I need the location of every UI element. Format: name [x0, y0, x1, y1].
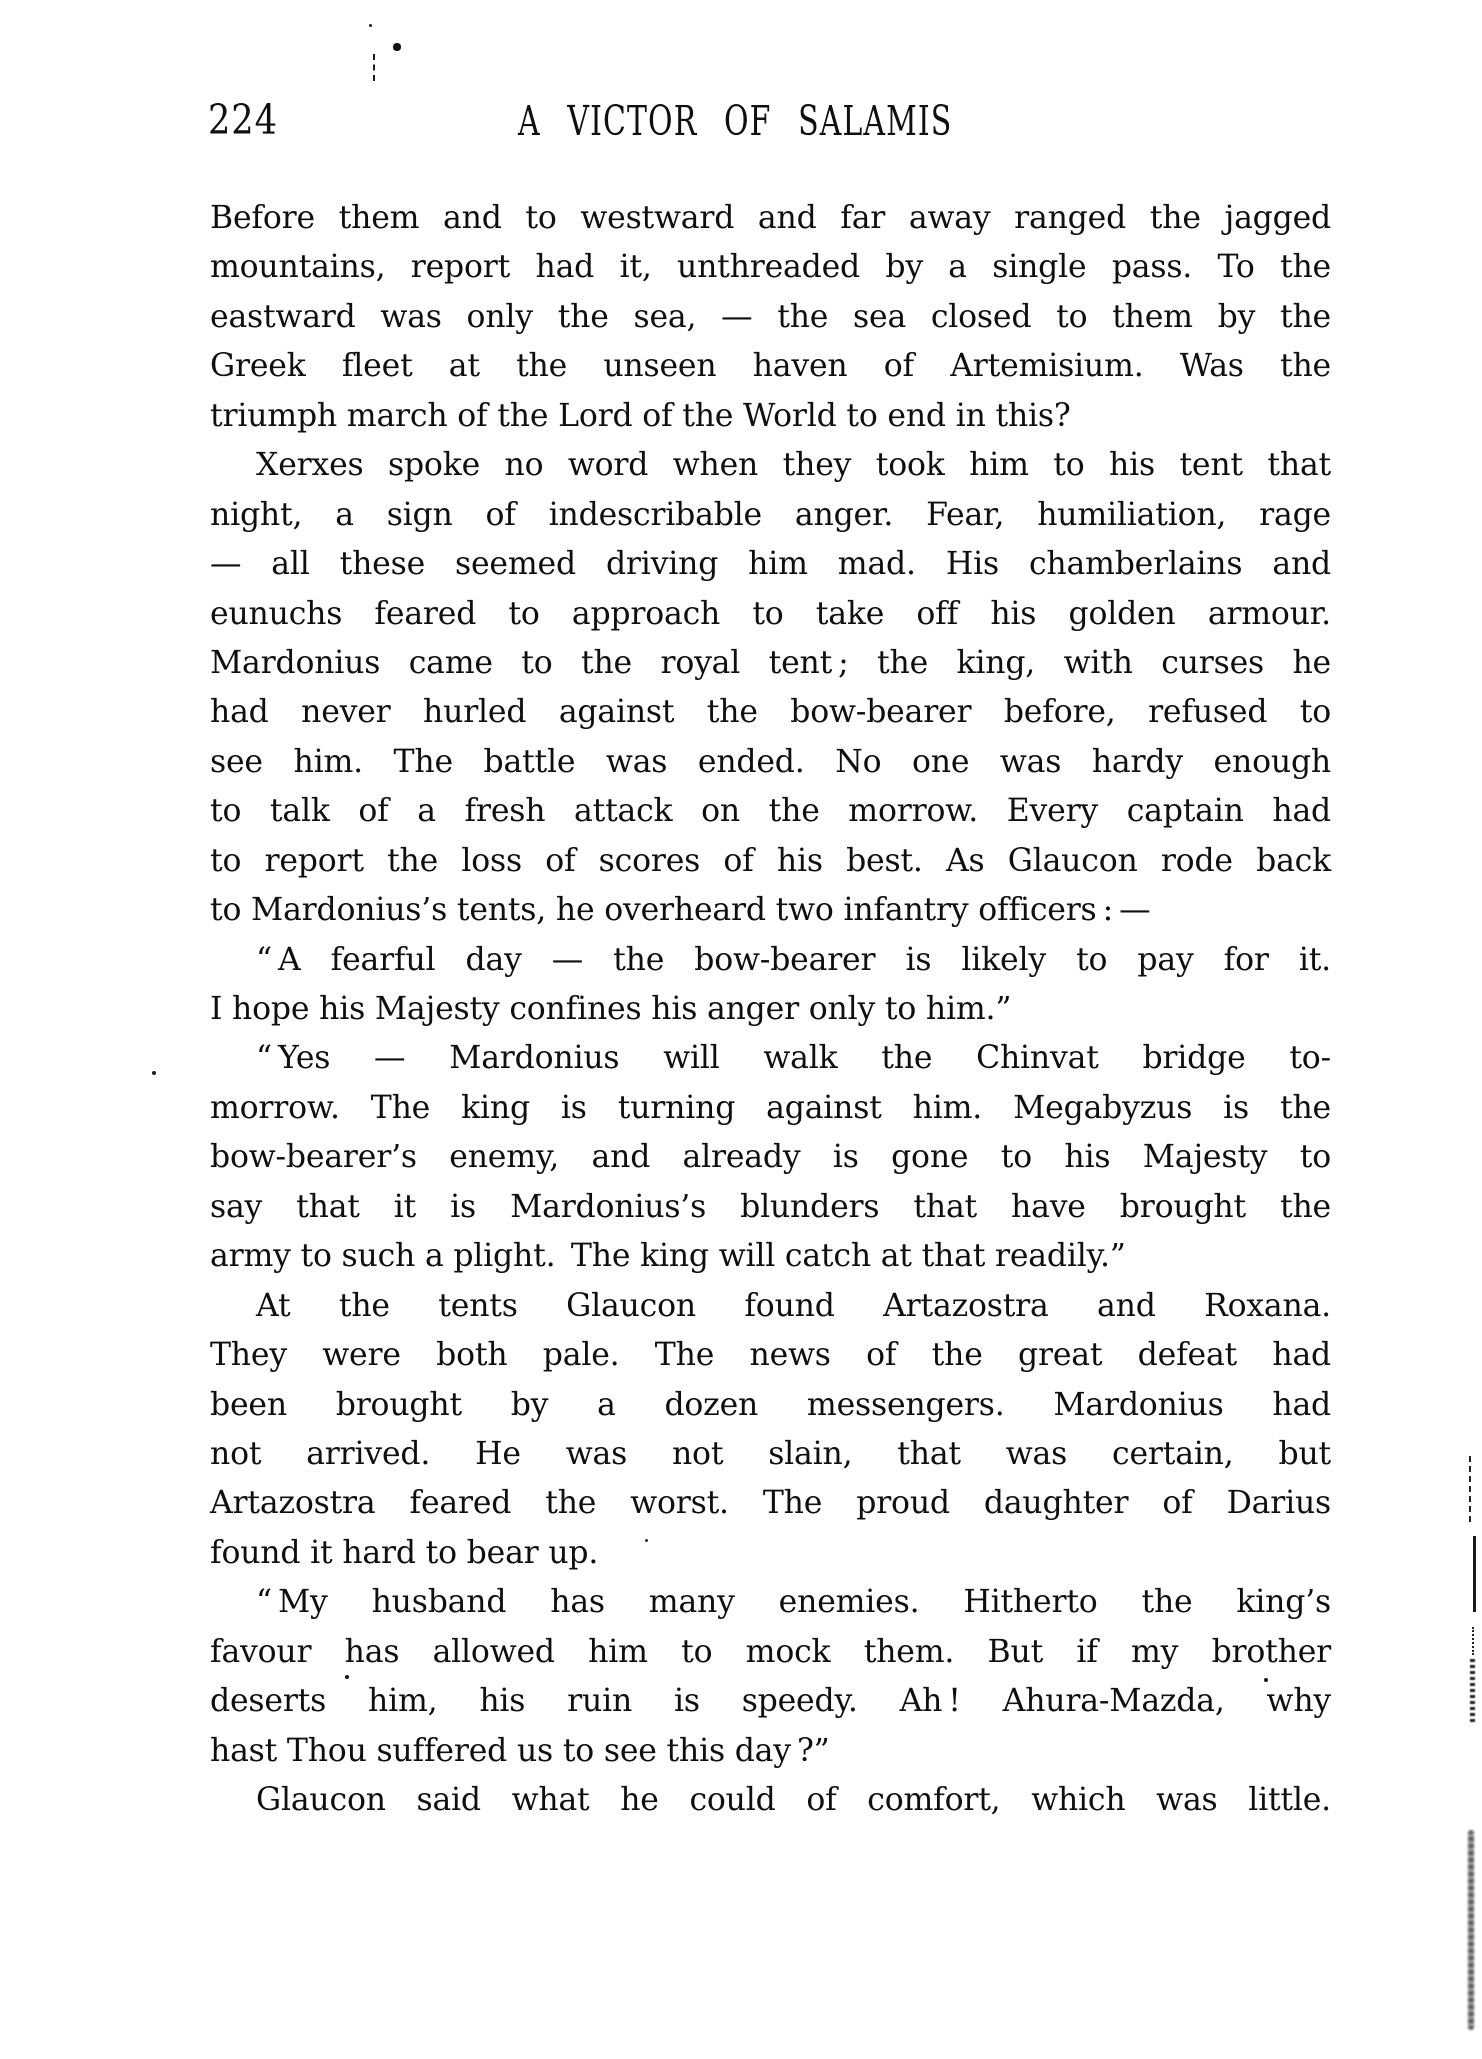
- text-line: “ My husband has many enemies. Hitherto the king’s: [256, 1584, 1331, 1621]
- text-line: eunuchs feared to approach to take off his golden armour.: [210, 595, 1331, 632]
- text-line: favour has allowed him to mock them. But if my brother: [210, 1633, 1331, 1670]
- text-line: not arrived. He was not slain, that was certain, but: [210, 1435, 1331, 1472]
- text-line: eastward was only the sea, — the sea closed to them by the: [210, 298, 1331, 335]
- text-line: army to such a plight. The king will catch at that readily.”: [210, 1238, 1126, 1275]
- text-line: had never hurled against the bow-bearer before, refused to: [210, 694, 1331, 731]
- text-line: been brought by a dozen messengers. Mardonius had: [210, 1386, 1331, 1423]
- text-line: At the tents Glaucon found Artazostra and Roxana.: [256, 1287, 1331, 1324]
- running-title: A VICTOR OF SALAMIS: [518, 97, 953, 145]
- text-line: found it hard to bear up.: [210, 1534, 599, 1571]
- edge-ink-smudge: [1468, 1830, 1474, 2030]
- text-line: bow-bearer’s enemy, and already is gone to his Majesty to: [210, 1139, 1331, 1176]
- edge-short-streak: [1472, 1627, 1474, 1655]
- text-line: to talk of a fresh attack on the morrow. Every captain had: [210, 793, 1331, 830]
- text-line: triumph march of the Lord of the World to end in this?: [210, 397, 1071, 434]
- text-line: see him. The battle was ended. No one was hardy enough: [210, 743, 1331, 780]
- ink-curl-mark: [373, 54, 375, 81]
- text-line: “ Yes — Mardonius will walk the Chinvat bridge to-: [256, 1040, 1331, 1077]
- edge-ink-smudge: [1470, 1659, 1475, 1725]
- page-number: 224: [208, 96, 278, 144]
- text-line: I hope his Majesty confines his anger only to him.”: [210, 991, 1012, 1027]
- ink-speck: [152, 1071, 156, 1075]
- text-line: deserts him, his ruin is speedy. Ah ! Ahura-Mazda, why: [210, 1683, 1331, 1720]
- text-line: — all these seemed driving him mad. His chamberlains and: [210, 546, 1331, 583]
- text-line: Before them and to westward and far away ranged the jagged: [210, 200, 1331, 236]
- text-line: Greek fleet at the unseen haven of Artemisium. Was the: [210, 348, 1331, 385]
- ink-dot: [393, 43, 401, 51]
- ink-speck: [645, 1539, 648, 1542]
- text-line: Artazostra feared the worst. The proud daughter of Darius: [210, 1485, 1331, 1522]
- text-line: Xerxes spoke no word when they took him to his tent that: [256, 447, 1331, 484]
- text-line: to report the loss of scores of his best. As Glaucon rode back: [210, 842, 1331, 879]
- edge-line-streak: [1473, 1536, 1476, 1612]
- text-line: mountains, report had it, unthreaded by a single pass. To the: [210, 249, 1331, 286]
- text-line: morrow. The king is turning against him. Megabyzus is the: [210, 1089, 1331, 1126]
- text-line: Mardonius came to the royal tent ; the king, with curses he: [210, 644, 1331, 681]
- ink-speck: [345, 1675, 349, 1679]
- text-line: hast Thou suffered us to see this day ?”: [210, 1732, 830, 1769]
- text-line: “ A fearful day — the bow-bearer is likely to pay for it.: [256, 941, 1331, 978]
- edge-dash-streak: [1469, 1456, 1471, 1522]
- ink-speck: [1264, 1678, 1268, 1682]
- body-text: [210, 194, 1331, 1825]
- text-line: to Mardonius’s tents, he overheard two infantry officers : —: [210, 892, 1151, 929]
- text-line: night, a sign of indescribable anger. Fear, humiliation, rage: [210, 496, 1331, 533]
- ink-speck: [369, 24, 372, 27]
- text-line: Glaucon said what he could of comfort, which was little.: [256, 1782, 1331, 1818]
- text-line: say that it is Mardonius’s blunders that have brought the: [210, 1188, 1331, 1225]
- text-line: They were both pale. The news of the great defeat had: [210, 1337, 1331, 1374]
